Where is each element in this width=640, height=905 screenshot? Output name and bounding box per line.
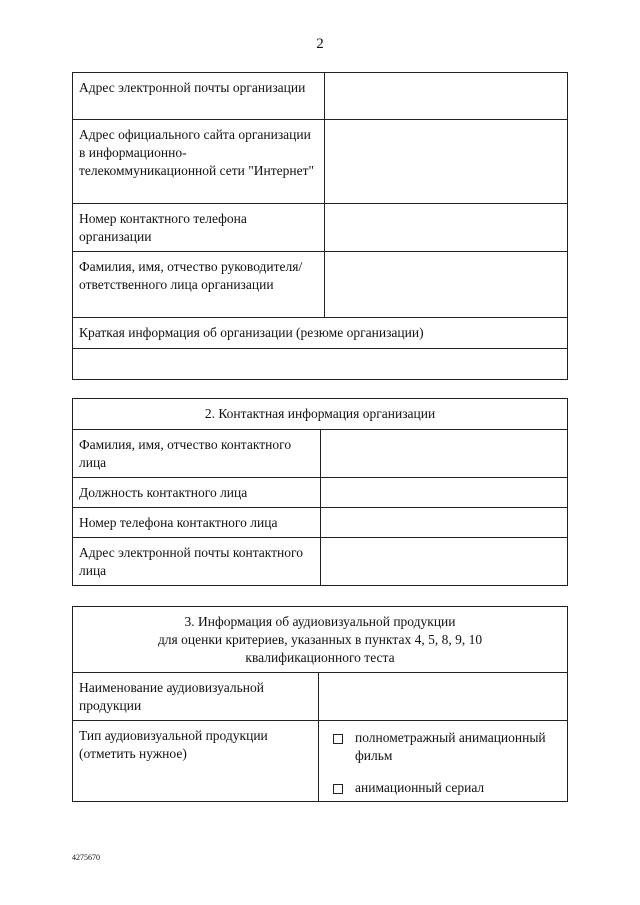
table-row (73, 478, 568, 508)
director-name-label: Фамилия, имя, отчество руководителя/ответственного лица организации (73, 252, 325, 318)
contact-email-value-field[interactable] (321, 538, 568, 586)
website-value-field[interactable] (325, 120, 568, 204)
contact-email-label: Адрес электронной почты контактного лица (73, 538, 321, 586)
document-code: 4275670 (72, 853, 100, 862)
title-line: квалификационного теста (245, 650, 395, 665)
table-row (73, 120, 568, 204)
contact-name-value-field[interactable] (321, 430, 568, 478)
email-label: Адрес электронной почты организации (73, 73, 325, 120)
table-row (73, 673, 568, 721)
director-name-value-field[interactable] (325, 252, 568, 318)
contact-section-title: 2. Контактная информация организации (73, 399, 568, 430)
summary-value-field[interactable] (73, 349, 568, 380)
table-row (73, 430, 568, 478)
contact-name-label: Фамилия, имя, отчество контактного лица (73, 430, 321, 478)
option-label: анимационный сериал (355, 780, 485, 795)
audiovisual-product-table (72, 606, 568, 802)
title-line: для оценки критериев, указанных в пунктах 4, 5, 8, 9, 10 (157, 632, 483, 647)
title-line: 3. Информация об аудиовизуальной продукции (184, 614, 456, 629)
table-row (73, 399, 568, 430)
option-label: полнометражный анимационный фильм (355, 730, 546, 763)
page-number: 2 (316, 36, 324, 52)
table-row (73, 204, 568, 252)
summary-label: Краткая информация об организации (резюме организации) (73, 318, 568, 349)
checkbox-icon[interactable] (333, 734, 343, 744)
checkbox-icon[interactable] (333, 784, 343, 794)
contact-position-value-field[interactable] (321, 478, 568, 508)
table-row (73, 252, 568, 318)
phone-value-field[interactable] (325, 204, 568, 252)
table-row (73, 318, 568, 349)
table-row (73, 607, 568, 673)
contact-phone-value-field[interactable] (321, 508, 568, 538)
product-name-value-field[interactable] (319, 673, 568, 721)
contact-position-label: Должность контактного лица (73, 478, 321, 508)
table-row (73, 73, 568, 120)
table-row (73, 721, 568, 802)
feature-film-option[interactable] (325, 729, 561, 765)
organization-info-table (72, 72, 568, 380)
product-name-label: Наименование аудиовизуальной продукции (73, 673, 319, 721)
email-value-field[interactable] (325, 73, 568, 120)
phone-label: Номер контактного телефона организации (73, 204, 325, 252)
contact-info-table (72, 398, 568, 586)
table-row (73, 349, 568, 380)
website-label: Адрес официального сайта организации в информационно-телекоммуникационной сети "Интернет" (73, 120, 325, 204)
product-type-options (319, 721, 568, 802)
audiovisual-section-title (73, 607, 568, 673)
table-row (73, 508, 568, 538)
product-type-label: Тип аудиовизуальной продукции (отметить нужное) (73, 721, 319, 802)
contact-phone-label: Номер телефона контактного лица (73, 508, 321, 538)
table-row (73, 538, 568, 586)
series-option[interactable] (325, 779, 561, 797)
